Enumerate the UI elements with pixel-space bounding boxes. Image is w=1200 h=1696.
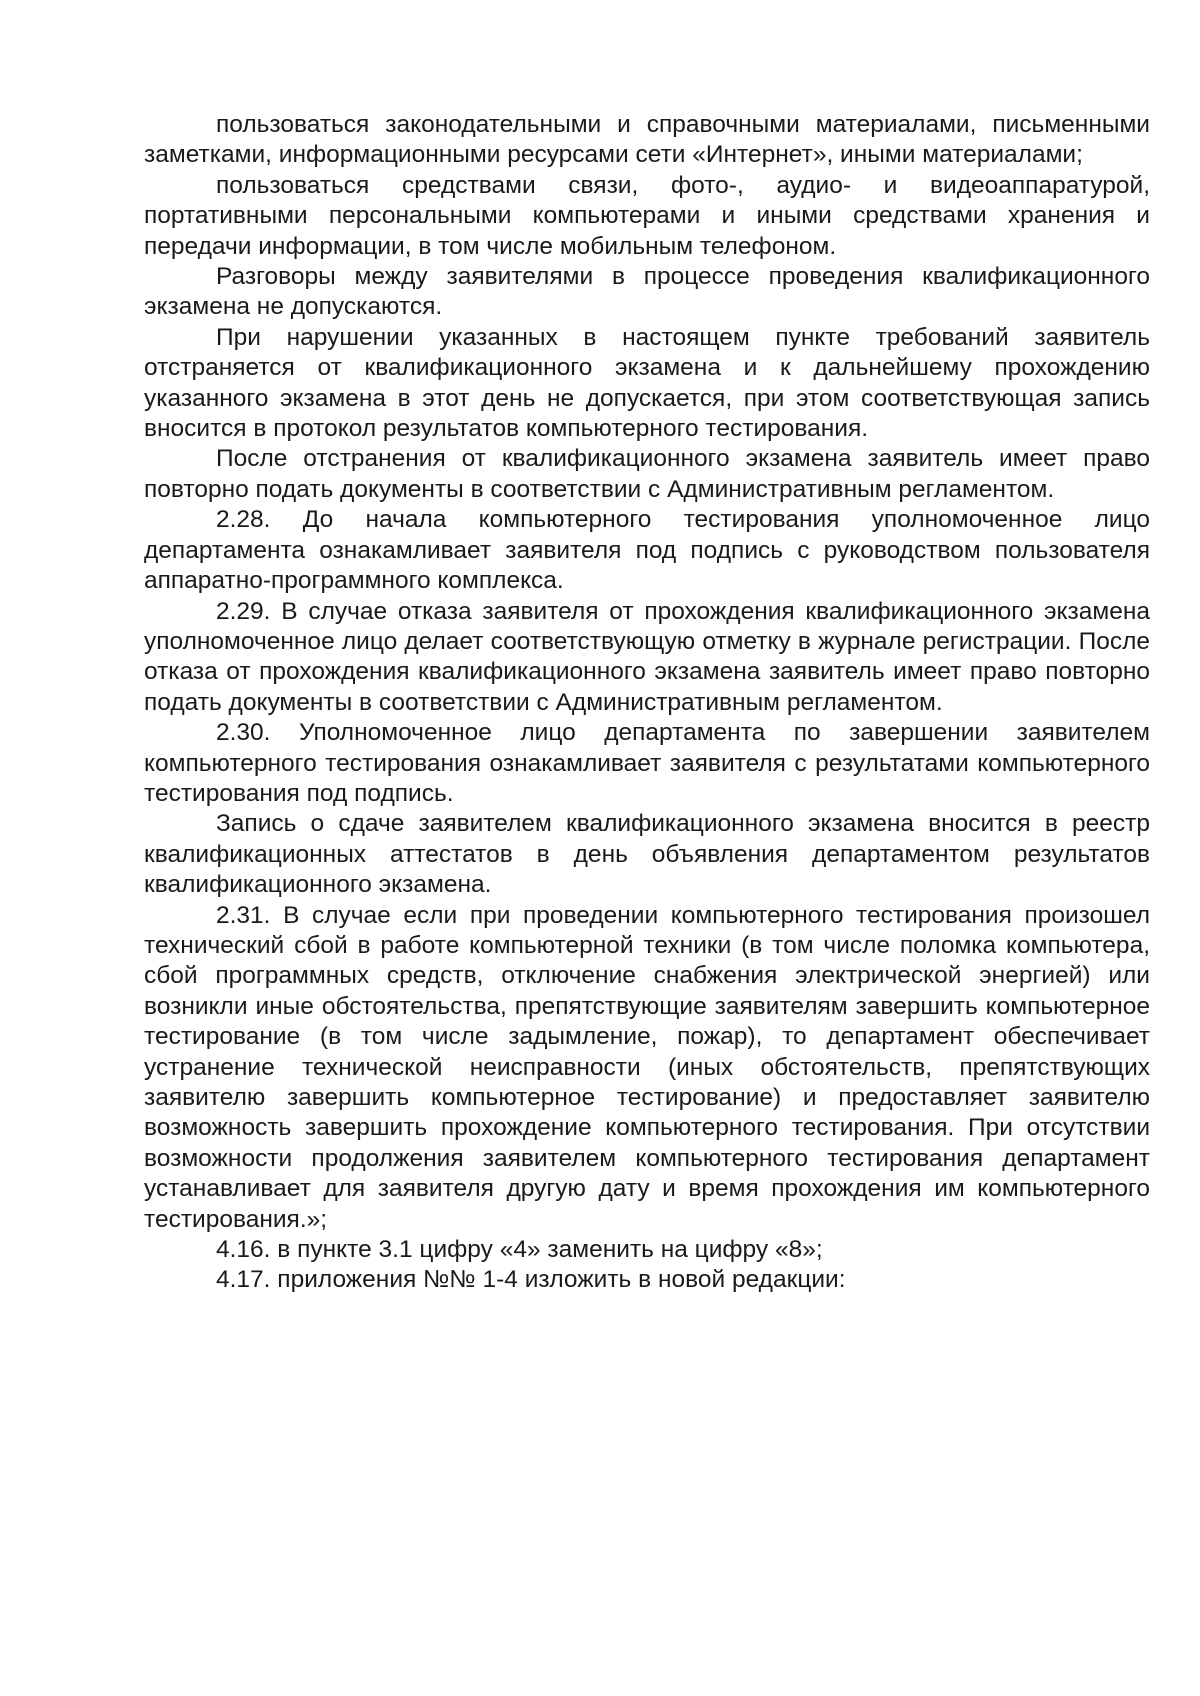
paragraph-conversations: Разговоры между заявителями в процессе проведения квалификационного экзамена не допускаются. — [144, 263, 1150, 321]
paragraph-prohibited-materials: пользоваться законодательными и справочными материалами, письменными заметками, информационными ресурсами сети «Интернет», иными материалами; — [144, 111, 1150, 169]
paragraph-2-31: 2.31. В случае если при проведении компьютерного тестирования произошел технический сбой в работе компьютерной техники (в том числе поломка компьютера, сбой программных средств, отключение снабжения электрической энергией) или возникли иные обстоятельства, препятствующие заявителям завершить компьютерное тестирование (в том числе задымление, пожар), то департамент обеспечивает устранение технической неисправности (иных обстоятельств, препятствующих заявителю завершить компьютерное тестирование) и предоставляет заявителю возможность завершить прохождение компьютерного тестирования. При отсутствии возможности продолжения заявителем компьютерного тестирования департамент устанавливает для заявителя другую дату и время прохождения им компьютерного тестирования.»; — [144, 901, 1150, 1233]
paragraph-prohibited-devices: пользоваться средствами связи, фото-, аудио- и видеоаппаратурой, портативными персональными компьютерами и иными средствами хранения и передачи информации, в том числе мобильным телефоном. — [144, 171, 1150, 260]
paragraph-2-30: 2.30. Уполномоченное лицо департамента по завершении заявителем компьютерного тестирования ознакамливает заявителя с результатами компьютерного тестирования под подпись. — [144, 719, 1150, 807]
document-page — [144, 110, 1150, 1296]
paragraph-4-16: 4.16. в пункте 3.1 цифру «4» заменить на цифру «8»; — [216, 1236, 823, 1264]
paragraph-registry-entry: Запись о сдаче заявителем квалификационного экзамена вносится в реестр квалификационных аттестатов в день объявления департаментом результатов квалификационного экзамена. — [144, 810, 1150, 899]
paragraph-2-28: 2.28. До начала компьютерного тестирования уполномоченное лицо департамента ознакамливает заявителя под подпись с руководством пользователя аппаратно-программного комплекса. — [144, 506, 1150, 595]
paragraph-2-29: 2.29. В случае отказа заявителя от прохождения квалификационного экзамена уполномоченное лицо делает соответствующую отметку в журнале регистрации. После отказа от прохождения квалификационного экзамена заявитель имеет право повторно подать документы в соответствии с Административным регламентом. — [144, 597, 1150, 716]
paragraph-after-removal: После отстранения от квалификационного экзамена заявитель имеет право повторно подать документы в соответствии с Административным регламентом. — [144, 445, 1150, 503]
paragraph-4-17: 4.17. приложения №№ 1-4 изложить в новой редакции: — [216, 1266, 846, 1294]
paragraph-violation-removal: При нарушении указанных в настоящем пункте требований заявитель отстраняется от квалификационного экзамена и к дальнейшему прохождению указанного экзамена в этот день не допускается, при этом соответствующая запись вносится в протокол результатов компьютерного тестирования. — [144, 323, 1150, 443]
